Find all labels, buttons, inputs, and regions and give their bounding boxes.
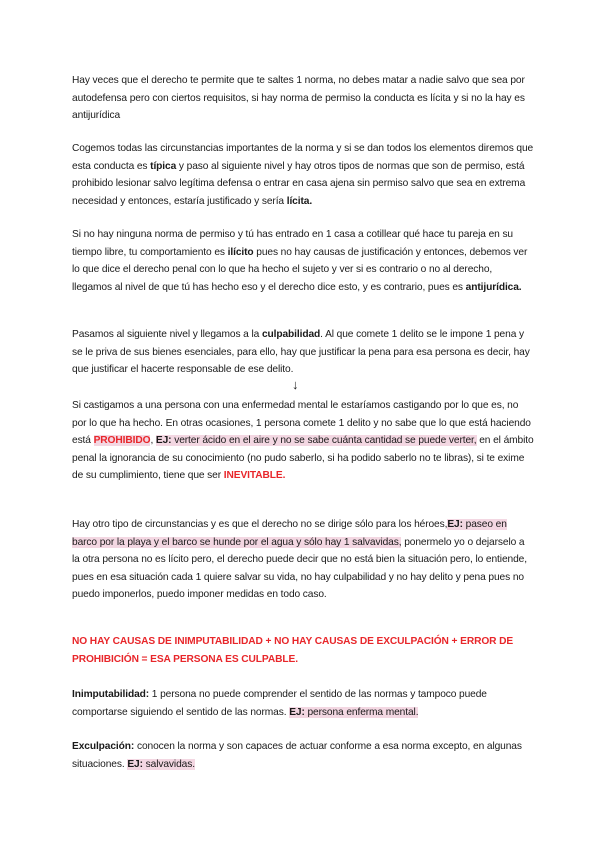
paragraph-text: , [150, 435, 156, 446]
example-label: EJ: [155, 435, 172, 446]
term-exculpacion: Exculpación: [72, 741, 135, 752]
paragraph-text: 1 persona no puede comprender el sentido de las normas y tampoco puede comportarse siguiendo el sentido de las normas. [72, 689, 487, 718]
paragraph-text: y paso al siguiente nivel y hay otros tipos de normas que son de permiso, está prohibido lesionar salvo legítima defensa o entrar en casa ajena sin permiso salvo que sea en extrema necesidad y entonces, estaría justificado y sería [72, 160, 526, 207]
term-tipica: típica [150, 160, 177, 172]
example-label: EJ: [127, 758, 143, 770]
paragraph-text: Cogemos todas las circunstancias importantes de la norma y si se dan todos los elementos diremos que esta conducta es [72, 143, 534, 172]
summary-rule: NO HAY CAUSAS DE INIMPUTABILIDAD + NO HAY CAUSAS DE EXCULPACIÓN + ERROR DE PROHIBICIÓN = ESA PERSONA ES CULPABLE. [72, 636, 514, 665]
paragraph-text: conocen la norma y son capaces de actuar conforme a esa norma excepto, en algunas situaciones. [72, 741, 522, 770]
example-label: EJ: [289, 706, 305, 718]
paragraph-text: Si castigamos a una persona con una enfermedad mental le estaríamos castigando por lo que es, no por lo que ha hecho. En otras ocasiones, 1 persona comete 1 delito y no sabe que lo que está haciendo está [72, 400, 531, 446]
example-highlight [156, 435, 477, 446]
example-text: salvavidas. [142, 758, 195, 770]
example-label: EJ: [447, 519, 463, 530]
term-ilicito: ilícito [227, 246, 254, 258]
paragraph-culpabilidad [72, 326, 534, 379]
paragraph-heroes [72, 516, 534, 604]
paragraph-tipicidad [72, 140, 534, 210]
paragraph-text: Pasamos al siguiente nivel y llegamos a la [72, 329, 262, 340]
term-culpabilidad: culpabilidad [261, 329, 321, 340]
example-text: persona enferma mental. [304, 706, 419, 718]
paragraph-justification-intro [72, 72, 534, 125]
term-antijuridica: antijurídica. [465, 281, 522, 293]
down-arrow-icon: ↓ [292, 377, 299, 392]
example-highlight [127, 759, 195, 770]
paragraph-summary-rule [72, 633, 534, 668]
term-inevitable: INEVITABLE. [223, 470, 286, 481]
paragraph-text: . Al que comete 1 delito se le impone 1 pena y se le priva de sus bienes esenciales, para ello, hay que justificar la pena para esa persona es decir, hay que justificar el hacerte responsable de ese delito. [72, 329, 530, 375]
paragraph-text: Hay veces que el derecho te permite que te saltes 1 norma, no debes matar a nadie salvo que sea por autodefensa pero con ciertos requisitos, si hay norma de permiso la conducta es lícita y si no la hay es antijurídica [72, 75, 525, 121]
paragraph-text: Hay otro tipo de circunstancias y es que el derecho no se dirige sólo para los héroes, [72, 519, 448, 530]
term-licita: lícita. [286, 195, 313, 207]
paragraph-error-prohibicion [72, 397, 534, 485]
example-text: paseo en barco por la playa y el barco se hunde por el agua y sólo hay 1 salvavidas, [72, 519, 507, 548]
example-text: verter ácido en el aire y no se sabe cuánta cantidad se puede verter, [171, 435, 477, 446]
paragraph-text: pues no hay causas de justificación y entonces, debemos ver lo que dice el derecho penal con lo que ha hecho el sujeto y ver si es contrario o no al derecho, llegamos al nivel de que tú has hecho eso y el derecho dice esto, y es contrario, pues es [72, 246, 528, 293]
paragraph-exculpacion [72, 738, 534, 773]
example-highlight [289, 707, 418, 718]
term-inimputabilidad: Inimputabilidad: [72, 689, 150, 700]
paragraph-text: Si no hay ninguna norma de permiso y tú has entrado en 1 casa a cotillear qué hace tu pareja en su tiempo libre, tu comportamiento es [72, 229, 514, 258]
paragraph-text: ponermelo yo o dejarselo a la otra persona no es lícito pero, el derecho puede decir que no está bien la situación pero, lo entiende, pues en esa situación cada 1 quiere salvar su vida, no hay culpabilidad y no hay delito y pena pues no puedo imponerlos, puedo imponer medidas en todo caso. [72, 536, 527, 600]
paragraph-text: en el ámbito penal la ignorancia de su conocimiento (no pudo saberlo, si ha podido saberlo no te libras), si te exime de su cumplimiento, tiene que ser [72, 435, 534, 481]
paragraph-inimputabilidad [72, 686, 534, 721]
paragraph-antijuridicidad [72, 226, 534, 296]
term-prohibido: PROHIBIDO [93, 435, 151, 446]
